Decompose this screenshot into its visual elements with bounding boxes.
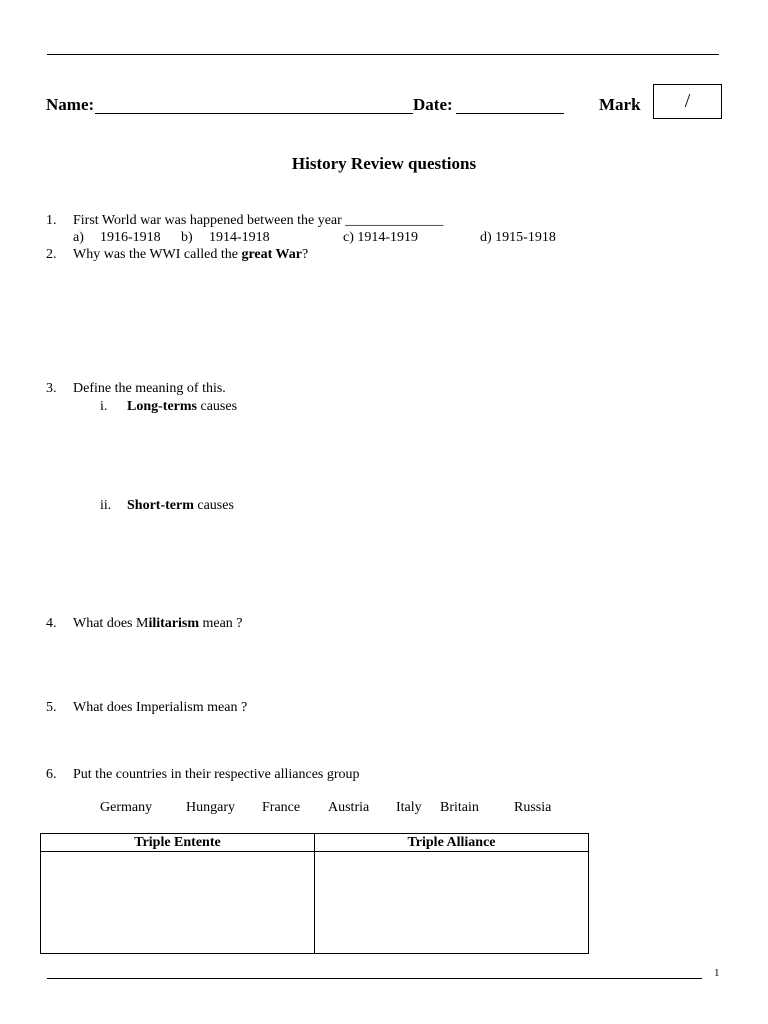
- mark-value: /: [684, 90, 691, 112]
- alliances-table-answer-row: [41, 852, 589, 954]
- question-3-sub-ii-text: [127, 498, 234, 514]
- name-field-line[interactable]: [95, 113, 413, 114]
- question-6-number: 6.: [46, 767, 57, 782]
- mark-label: Mark: [599, 95, 641, 114]
- alliances-table-header-row: [41, 834, 589, 852]
- question-4-text-bold: ilitarism: [148, 616, 199, 631]
- triple-entente-header: Triple Entente: [41, 834, 315, 852]
- date-label: Date:: [413, 95, 453, 114]
- question-4-text: [73, 616, 243, 632]
- question-2-text: [73, 247, 308, 263]
- question-4-text-start: What does M: [73, 616, 149, 631]
- country-germany: Germany: [100, 800, 153, 815]
- question-3-text: Define the meaning of this.: [73, 381, 226, 396]
- top-rule: [47, 54, 719, 55]
- country-italy: Italy: [396, 800, 422, 815]
- question-1-option-d: d) 1915-1918: [480, 230, 556, 245]
- question-1-option-a: 1916-1918: [100, 230, 161, 245]
- question-2-number: 2.: [46, 247, 57, 262]
- question-2-text-end: ?: [301, 247, 309, 262]
- question-4-number: 4.: [46, 616, 57, 631]
- question-1-option-a-letter: a): [73, 230, 84, 245]
- triple-alliance-answer-cell[interactable]: [315, 852, 589, 954]
- name-label: Name:: [46, 95, 95, 114]
- question-1-number: 1.: [46, 213, 57, 228]
- bottom-rule: [47, 978, 702, 979]
- mark-box[interactable]: [653, 84, 722, 119]
- question-4-text-end: mean ?: [198, 616, 243, 631]
- page-number: 1: [714, 967, 720, 979]
- question-1-option-b: 1914-1918: [209, 230, 270, 245]
- question-2-text-start: Why was the WWI called the: [73, 247, 242, 262]
- question-3-sub-i-bold: Long-terms: [127, 399, 197, 414]
- alliances-table: [40, 833, 589, 954]
- question-5-number: 5.: [46, 700, 57, 715]
- question-3-sub-i-text: [127, 399, 237, 415]
- question-2-text-bold: great War: [241, 247, 302, 262]
- country-austria: Austria: [328, 800, 370, 815]
- country-russia: Russia: [514, 800, 552, 815]
- question-1-option-c: c) 1914-1919: [343, 230, 419, 245]
- country-hungary: Hungary: [186, 800, 235, 815]
- question-1-option-b-letter: b): [181, 230, 193, 245]
- triple-entente-answer-cell[interactable]: [41, 852, 315, 954]
- date-field-line[interactable]: [456, 113, 564, 114]
- question-3-sub-i-rest: causes: [197, 399, 238, 414]
- question-6-text: Put the countries in their respective alliances group: [73, 767, 360, 782]
- question-3-number: 3.: [46, 381, 57, 396]
- question-3-sub-i-number: i.: [100, 399, 108, 414]
- triple-alliance-header: Triple Alliance: [315, 834, 589, 852]
- question-3-sub-ii-bold: Short-term: [127, 498, 194, 513]
- page-title: History Review questions: [291, 154, 477, 173]
- question-1-text: First World war was happened between the year ______________: [73, 213, 444, 228]
- question-3-sub-ii-number: ii.: [100, 498, 112, 513]
- question-3-sub-ii-rest: causes: [193, 498, 234, 513]
- country-france: France: [262, 800, 301, 815]
- country-britain: Britain: [440, 800, 479, 815]
- question-5-text: What does Imperialism mean ?: [73, 700, 248, 715]
